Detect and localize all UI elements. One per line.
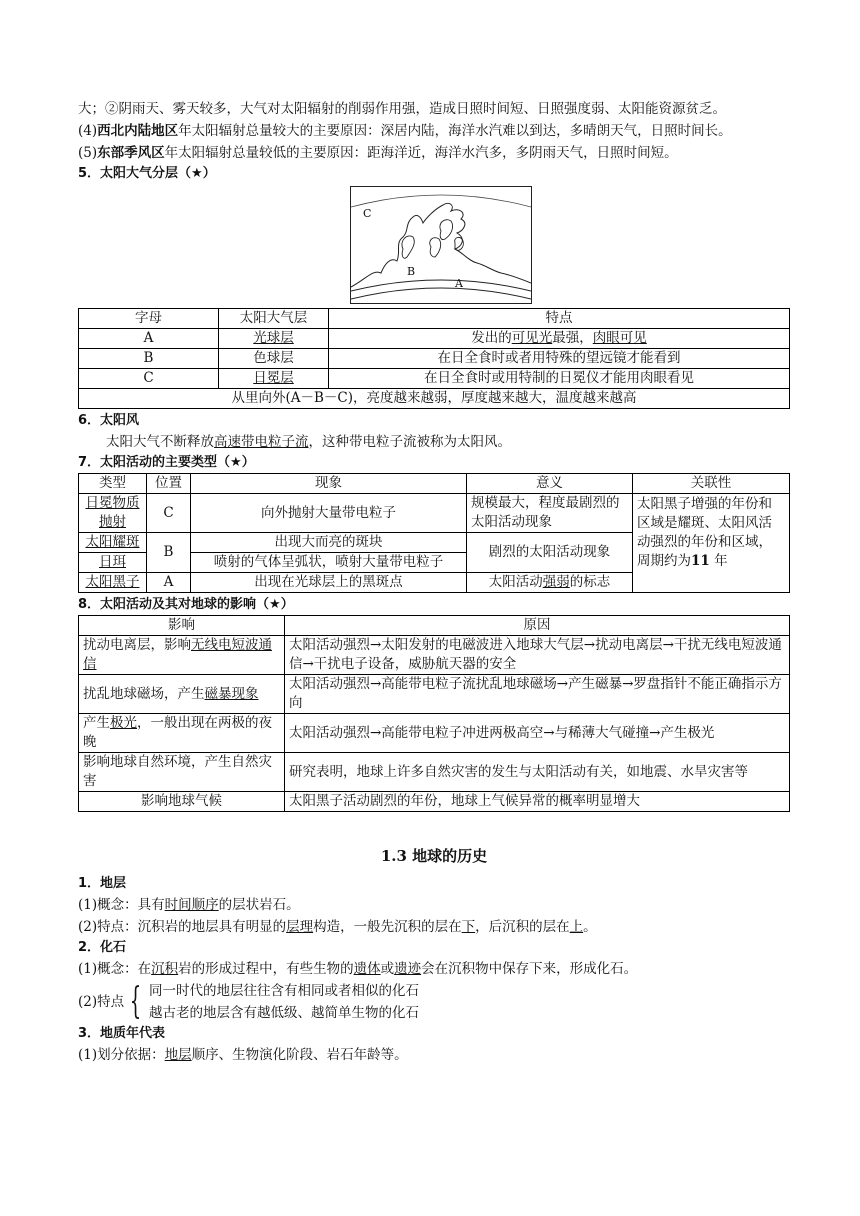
letter-cell: A	[79, 329, 219, 349]
paragraph-fossil-concept	[78, 958, 790, 980]
section-heading-fossil: 2．化石	[78, 940, 127, 955]
meaning-cell: 规模最大，程度最剧烈的太阳活动现象	[467, 494, 633, 533]
underlined-term: 时间顺序	[164, 897, 219, 913]
table-row	[79, 753, 790, 792]
paragraph-text: 。	[583, 919, 597, 935]
phenomenon-cell: 喷射的气体呈弧状，喷射大量带电粒子	[191, 553, 467, 573]
effect-underline: 无线电短波通信	[83, 637, 272, 672]
type-cell	[79, 553, 147, 573]
fossil-feature-list	[149, 980, 419, 1024]
paragraph-text: (1)概念：在	[78, 961, 152, 977]
sun-atmosphere-table	[78, 308, 790, 409]
sun-layers-illustration	[351, 187, 531, 303]
section-heading-6: 6．太阳风	[78, 413, 140, 428]
table-footer-row	[79, 389, 790, 409]
footer-cell: 从里向外(A－B－C)，亮度越来越弱，厚度越来越大，温度越来越高	[79, 389, 790, 409]
sun-atmosphere-diagram	[350, 186, 532, 304]
feature-underline: 肉眼可见	[592, 330, 647, 346]
meaning-cell	[467, 573, 633, 593]
type-name: 太阳黑子	[85, 574, 140, 590]
feature-text: 最强，	[552, 330, 593, 346]
header-letter: 字母	[79, 309, 219, 329]
underlined-term: 沉积	[151, 961, 179, 977]
underlined-term: 地层	[164, 1047, 192, 1063]
paragraph-strata-feature	[78, 916, 790, 938]
meaning-cell: 剧烈的太阳活动现象	[467, 533, 633, 573]
relation-text: 年	[714, 553, 728, 569]
solar-activity-types-table	[78, 473, 790, 593]
header-meaning: 意义	[467, 474, 633, 494]
paragraph-text: 年太阳辐射总量较低的主要原因：距海洋近，海洋水汽多，多阴雨天气，日照时间短。	[164, 145, 678, 161]
diagram-label-b: B	[407, 265, 416, 278]
paragraph-strata-concept	[78, 894, 790, 916]
header-cause: 原因	[285, 616, 790, 636]
table-row	[79, 636, 790, 675]
item-number: (5)	[78, 145, 98, 161]
cause-cell: 太阳黑子活动剧烈的年份，地球上气候异常的概率明显增大	[285, 792, 790, 812]
effect-text: 扰动电离层，影响	[83, 637, 191, 653]
underlined-term: 遗体	[353, 961, 381, 977]
section-heading-7: 7．太阳活动的主要类型（★）	[78, 455, 255, 470]
header-phenomenon: 现象	[191, 474, 467, 494]
header-feature: 特点	[329, 309, 790, 329]
table-row	[79, 714, 790, 753]
effect-text: ，一般出现在两极的夜晚	[83, 715, 272, 750]
effect-cell: 影响地球气候	[79, 792, 285, 812]
underlined-term: 遗迹	[394, 961, 422, 977]
paragraph-solar-wind	[78, 431, 790, 453]
effect-cell	[79, 675, 285, 714]
table-header-row	[79, 616, 790, 636]
header-effect: 影响	[79, 616, 285, 636]
item-number: (4)	[78, 123, 98, 139]
layer-cell	[219, 329, 329, 349]
meaning-text: 的标志	[569, 574, 611, 590]
paragraph-text: 顺序、生物演化阶段、岩石年龄等。	[191, 1047, 408, 1063]
feature-cell	[329, 329, 790, 349]
underlined-term: 高速带电粒子流	[214, 434, 309, 450]
paragraph-text: 的层状岩石。	[218, 897, 300, 913]
type-cell	[79, 533, 147, 553]
effect-text: 扰乱地球磁场，产生	[83, 685, 205, 702]
feature-cell: 在日全食时或用特制的日冕仪才能用肉眼看见	[329, 369, 790, 389]
section-heading-geologic-timescale: 3．地质年代表	[78, 1026, 166, 1041]
type-name: 日珥	[99, 554, 126, 570]
fossil-feature-label: (2)特点	[78, 994, 125, 1010]
bold-term-east: 东部季风区	[97, 145, 165, 161]
feature-underline: 可见光	[511, 330, 553, 346]
table-row	[79, 675, 790, 714]
paragraph-text: 太阳大气不断释放	[106, 434, 214, 450]
type-cell	[79, 494, 147, 533]
effect-cell	[79, 636, 285, 675]
paragraph-text: 岩的形成过程中，有些生物的	[178, 961, 354, 977]
solar-activity-effects-table	[78, 615, 790, 812]
cause-cell: 太阳活动强烈→高能带电粒子冲进两极高空→与稀薄大气碰撞→产生极光	[285, 714, 790, 753]
layer-cell: 色球层	[219, 349, 329, 369]
paragraph-timescale-basis	[78, 1044, 790, 1066]
table-row	[79, 369, 790, 389]
letter-cell: C	[79, 369, 219, 389]
paragraph-radiation-low: 大；②阴雨天、雾天较多，大气对太阳辐射的削弱作用强，造成日照时间短、日照强度弱、太阳能资源贫乏。	[78, 101, 726, 117]
cause-cell: 太阳活动强烈→高能带电粒子流扰乱地球磁场→产生磁暴→罗盘指针不能正确指示方向	[285, 675, 790, 714]
fossil-feature-block	[78, 980, 790, 1024]
position-cell: C	[147, 494, 191, 533]
paragraph-text: ，这种带电粒子流被称为太阳风。	[308, 434, 511, 450]
cause-cell: 研究表明，地球上许多自然灾害的发生与太阳活动有关，如地震、水旱灾害等	[285, 753, 790, 792]
paragraph-text: (2)特点：沉积岩的地层具有明显的	[78, 919, 287, 935]
meaning-text: 太阳活动	[488, 574, 543, 590]
cause-cell: 太阳活动强烈→太阳发射的电磁波进入地球大气层→扰动电离层→干扰无线电短波通信→干扰电子设备，威胁航天器的安全	[285, 636, 790, 675]
paragraph-northwest	[78, 120, 790, 142]
effect-underline: 极光	[110, 715, 137, 731]
effect-text: 产生	[83, 715, 110, 731]
section-heading-8: 8．太阳活动及其对地球的影响（★）	[78, 597, 294, 612]
underlined-term: 层理	[286, 919, 314, 935]
header-layer: 太阳大气层	[219, 309, 329, 329]
meaning-underline: 强弱	[542, 574, 570, 590]
position-cell: A	[147, 573, 191, 593]
header-relation: 关联性	[633, 474, 790, 494]
paragraph-text: 年太阳辐射总量较大的主要原因：深居内陆，海洋水汽难以到达，多晴朗天气，日照时间长。	[178, 123, 732, 139]
paragraph-text: 会在沉积物中保存下来，形成化石。	[421, 961, 638, 977]
fossil-feature-item: 同一时代的地层往往含有相同或者相似的化石	[149, 983, 420, 999]
layer-cell	[219, 369, 329, 389]
layer-name: 日冕层	[253, 370, 294, 386]
table-header-row	[79, 309, 790, 329]
relation-number: 11	[691, 553, 710, 569]
paragraph-text: ，后沉积的层在	[475, 919, 570, 935]
paragraph-text: 或	[380, 961, 395, 977]
effect-cell: 影响地球自然环境，产生自然灾害	[79, 753, 285, 792]
header-position: 位置	[147, 474, 191, 494]
relation-cell	[633, 494, 790, 593]
effect-underline: 磁暴现象	[204, 685, 259, 702]
diagram-label-a: A	[455, 277, 463, 290]
section-heading-5: 5．太阳大气分层（★）	[78, 166, 216, 181]
header-type: 类型	[79, 474, 147, 494]
relation-text: 太阳黑子增强的年份和区域是耀斑、太阳风活动强烈的年份和区域，周期约为	[637, 496, 772, 569]
underlined-term: 上	[569, 919, 584, 935]
feature-cell: 在日全食时或者用特殊的望远镜才能看到	[329, 349, 790, 369]
table-row	[79, 792, 790, 812]
feature-text: 发出的	[471, 330, 512, 346]
table-row	[79, 349, 790, 369]
type-name: 日冕物质抛射	[85, 495, 140, 530]
underlined-term: 下	[461, 919, 476, 935]
phenomenon-cell: 出现大而亮的斑块	[191, 533, 467, 553]
chapter-title: 1.3 地球的历史	[380, 847, 488, 865]
position-cell: B	[147, 533, 191, 573]
effect-cell	[79, 714, 285, 753]
phenomenon-cell: 向外抛射大量带电粒子	[191, 494, 467, 533]
document-page	[78, 98, 790, 1066]
table-header-row	[79, 474, 790, 494]
type-name: 太阳耀斑	[85, 534, 140, 550]
letter-cell: B	[79, 349, 219, 369]
table-row	[79, 494, 790, 533]
diagram-label-c: C	[363, 207, 372, 220]
paragraph-text: (1)概念：具有	[78, 897, 165, 913]
section-heading-strata: 1．地层	[78, 876, 127, 891]
layer-name: 光球层	[253, 330, 294, 346]
brace-icon: {	[129, 981, 142, 1022]
paragraph-east-monsoon	[78, 142, 790, 164]
phenomenon-cell: 出现在光球层上的黑斑点	[191, 573, 467, 593]
paragraph-text: 构造，一般先沉积的层在	[313, 919, 462, 935]
fossil-feature-item: 越古老的地层含有越低级、越简单生物的化石	[149, 1005, 420, 1021]
type-cell	[79, 573, 147, 593]
bold-term-northwest: 西北内陆地区	[97, 123, 179, 139]
table-row	[79, 329, 790, 349]
paragraph-text: (1)划分依据：	[78, 1047, 165, 1063]
